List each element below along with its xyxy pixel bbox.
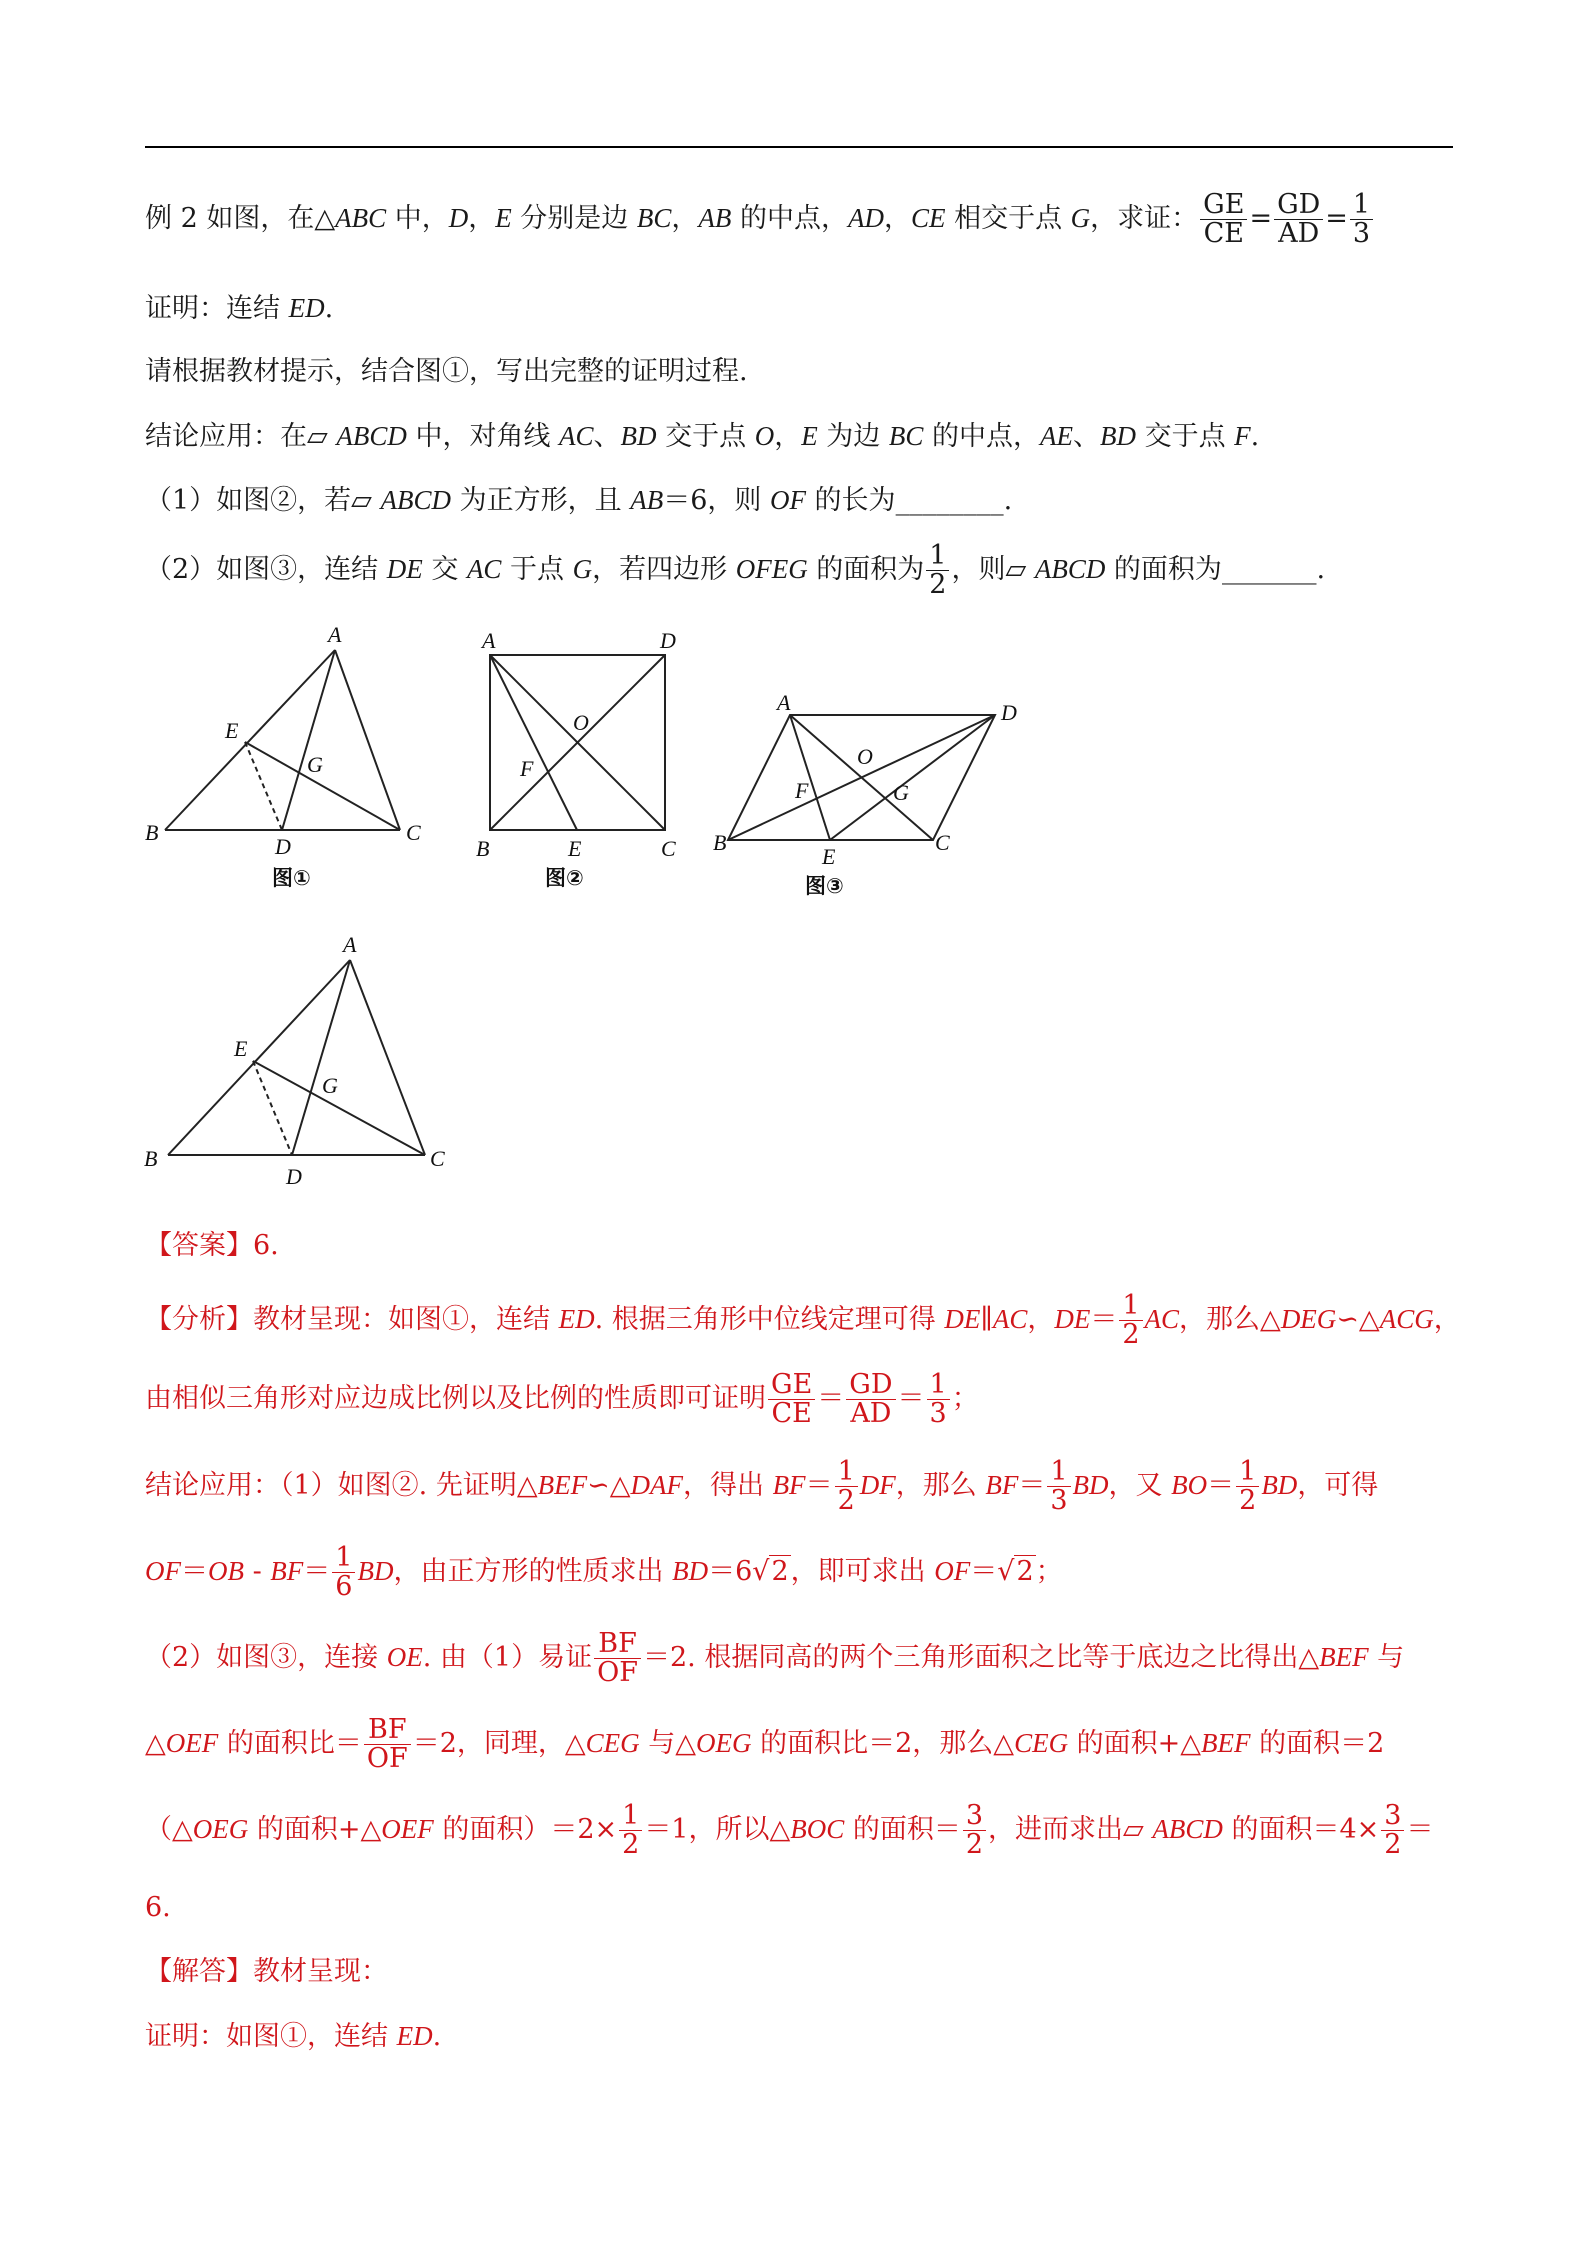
fig3-label-o: O — [857, 744, 873, 769]
fig1-label-g: G — [307, 752, 323, 777]
fraction-gd-ad: $\frac{GD}{AD}$ — [1274, 191, 1323, 249]
fig3-caption: 图③ — [805, 874, 844, 898]
fig1-label-e: E — [225, 718, 239, 743]
analysis-line-4: OF＝OB - BF＝ $\frac{1}{6}$ BD，由正方形的性质求出 BD＝6√2，即可求出 OF＝√2； — [145, 1541, 1063, 1602]
analysis-line-3: 结论应用：（1）如图②. 先证明△BEF∽△DAF，得出 BF＝ $\frac{1}{2}$ DF，那么 BF＝ $\frac{1}{3}$ BD，又 BO＝ $\frac{1}{2}$ BD，可得 — [145, 1455, 1379, 1516]
analysis-line-8: 6. — [145, 1892, 171, 1923]
analysis-line-1: 【分析】教材呈现：如图①，连结 ED. 根据三角形中位线定理可得 DE∥AC，DE＝ $\frac{1}{2}$ AC，那么△DEG∽△ACG， — [145, 1289, 1461, 1350]
fig2-label-d: D — [660, 628, 676, 653]
fig2-label-f: F — [520, 756, 534, 781]
solution-line-2: 证明：如图①，连结 ED. — [145, 2021, 442, 2052]
question-2: （2）如图③，连结 DE 交 AC 于点 G，若四边形 OFEG 的面积为 $\frac{1}{2}$ ，则▱ ABCD 的面积为_______. — [145, 539, 1326, 600]
analysis-line-5: （2）如图③，连接 OE. 由（1）易证 $\frac{BF}{OF}$ ＝2. 根据同高的两个三角形面积之比等于底边之比得出△BEF 与 — [145, 1627, 1405, 1688]
fig3-label-c: C — [935, 830, 950, 855]
sqrt-2: √2 — [997, 1556, 1034, 1587]
fig3-label-g: G — [893, 780, 909, 805]
fig4-label-g: G — [322, 1073, 338, 1098]
fig2-label-o: O — [573, 710, 589, 735]
figure-4-triangle — [140, 930, 470, 1200]
header-rule — [145, 146, 1453, 148]
fig4-label-b: B — [144, 1146, 158, 1171]
fig4-label-c: C — [430, 1146, 445, 1171]
analysis-line-6: △OEF 的面积比＝ $\frac{BF}{OF}$ ＝2，同理，△CEG 与△OEG 的面积比＝2，那么△CEG 的面积+△BEF 的面积＝2 — [145, 1713, 1385, 1774]
answer-blank-2: _______ — [1221, 554, 1317, 585]
fig1-caption: 图① — [272, 866, 311, 890]
fig3-label-f: F — [795, 778, 809, 803]
fig3-label-e: E — [822, 844, 836, 869]
fig2-label-a: A — [482, 628, 496, 653]
fig2-label-e: E — [568, 836, 582, 861]
figure-3-parallelogram — [705, 680, 1035, 900]
solution-line-1: 【解答】教材呈现： — [145, 1956, 388, 1987]
fig3-label-d: D — [1001, 700, 1017, 725]
instruction-text: 请根据教材提示，结合图①，写出完整的证明过程. — [145, 356, 748, 387]
analysis-line-2: 由相似三角形对应边成比例以及比例的性质即可证明 $\frac{GE}{CE}$ ＝ $\frac{GD}{AD}$ ＝ $\frac{1}{3}$ ； — [145, 1368, 979, 1429]
fig2-label-c: C — [661, 836, 676, 861]
fraction-one-half: $\frac{1}{2}$ — [926, 542, 949, 600]
answer-line — [145, 1222, 1455, 1270]
fig3-label-a: A — [777, 690, 791, 715]
fig2-caption: 图② — [545, 866, 584, 890]
fig3-label-b: B — [713, 830, 727, 855]
fig4-label-e: E — [234, 1036, 248, 1061]
fig1-label-c: C — [406, 820, 421, 845]
answer-label: 【答案】 — [145, 1230, 253, 1261]
figure-2-square — [470, 620, 700, 900]
sqrt-2: √2 — [752, 1556, 789, 1587]
fig2-label-b: B — [476, 836, 490, 861]
fraction-ge-ce: $\frac{GE}{CE}$ — [1200, 191, 1247, 249]
fig4-label-d: D — [286, 1164, 302, 1189]
fraction-one-third: $\frac{1}{3}$ — [1350, 191, 1373, 249]
fig4-label-a: A — [343, 932, 357, 957]
proof-hint: 证明：连结 ED. — [145, 293, 334, 324]
figure-1-triangle — [140, 620, 440, 900]
answer-blank-1: ________ — [895, 485, 1004, 516]
application-text: 结论应用：在▱ ABCD 中，对角线 AC、BD 交于点 O，E 为边 BC 的中点，AE、BD 交于点 F. — [145, 421, 1260, 452]
fig1-label-b: B — [145, 820, 159, 845]
question-1: （1）如图②，若▱ ABCD 为正方形，且 AB＝6，则 OF 的长为________. — [145, 485, 1013, 516]
problem-line-1: 例 2 如图，在△ABC 中，D，E 分别是边 BC，AB 的中点，AD，CE 相交于点 G，求证： $\frac{GE}{CE}$ = $\frac{GD}{AD}$ = $\frac{1}{3}$ — [145, 190, 1455, 248]
answer-value: 6. — [253, 1230, 279, 1261]
fig1-label-a: A — [328, 622, 342, 647]
fig1-label-d: D — [275, 834, 291, 859]
analysis-line-7: （△OEG 的面积+△OEF 的面积）＝2× $\frac{1}{2}$ ＝1，所以△BOC 的面积＝ $\frac{3}{2}$ ，进而求出▱ ABCD 的面积＝4× $\frac{3}{2}$ ＝ — [145, 1799, 1434, 1860]
